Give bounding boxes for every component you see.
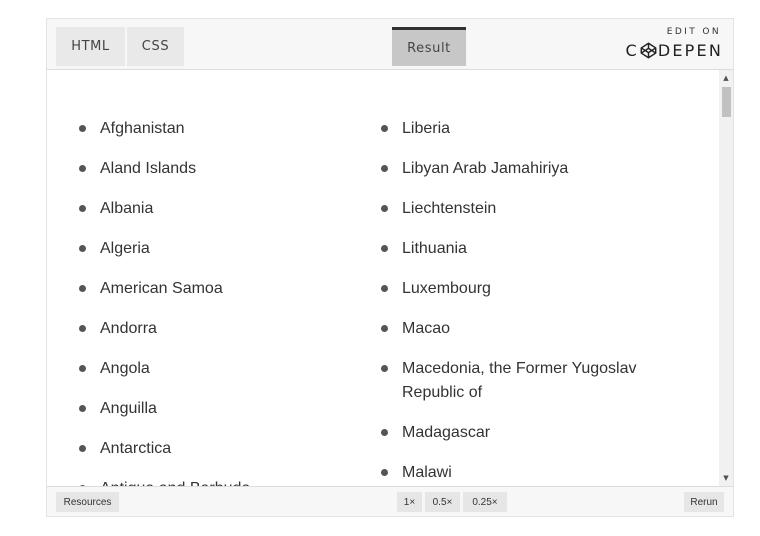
edit-on-label: EDIT ON: [666, 27, 721, 37]
country-name: Anguilla: [100, 400, 157, 417]
bullet-icon: [79, 165, 86, 172]
codepen-letters-depen: DEPEN: [657, 40, 723, 60]
country-name: Lithuania: [402, 240, 467, 257]
zoom-1x-button[interactable]: 1×: [397, 492, 422, 512]
codepen-logo-icon: [640, 42, 657, 59]
country-list-item: [378, 237, 648, 261]
country-name: Madagascar: [402, 424, 491, 441]
country-list-item: [76, 317, 346, 341]
country-name: Luxembourg: [402, 280, 491, 297]
vertical-scrollbar[interactable]: [719, 70, 733, 486]
bullet-icon: [381, 365, 388, 372]
country-list-item: [378, 157, 648, 181]
result-frame: [47, 70, 719, 486]
country-name: Afghanistan: [100, 120, 185, 137]
country-name: Andorra: [100, 320, 157, 337]
tab-css[interactable]: CSS: [127, 27, 184, 66]
tab-html[interactable]: HTML: [56, 27, 125, 66]
country-list-item: [76, 357, 346, 381]
country-name: Macao: [402, 320, 451, 337]
country-list-item: [76, 157, 346, 181]
resources-button[interactable]: Resources: [56, 492, 119, 512]
bullet-icon: [381, 125, 388, 132]
country-name: Liberia: [402, 120, 451, 137]
codepen-letter-c: C: [625, 40, 639, 60]
country-name: Albania: [100, 200, 154, 217]
country-list-item: [378, 421, 648, 445]
edit-on-codepen-link[interactable]: [613, 27, 723, 61]
codepen-embed: [46, 18, 734, 517]
country-list-item: [378, 317, 648, 341]
embed-footer: [47, 486, 733, 516]
country-list-item: [378, 197, 648, 221]
country-name: American Samoa: [100, 280, 223, 297]
bullet-icon: [79, 325, 86, 332]
scrollbar-thumb[interactable]: [722, 87, 731, 117]
country-list-item: [378, 277, 648, 301]
bullet-icon: [381, 205, 388, 212]
bullet-icon: [381, 165, 388, 172]
bullet-icon: [79, 365, 86, 372]
bullet-icon: [381, 245, 388, 252]
country-list-item: [378, 461, 648, 485]
country-name: Malawi: [402, 464, 452, 481]
bullet-icon: [79, 245, 86, 252]
country-name: Libyan Arab Jamahiriya: [402, 160, 569, 177]
country-list-item: [76, 197, 346, 221]
country-list-item: [76, 277, 346, 301]
zoom-05x-button[interactable]: 0.5×: [425, 492, 460, 512]
country-list-item: [378, 357, 648, 405]
zoom-025x-button[interactable]: 0.25×: [463, 492, 507, 512]
codepen-wordmark: [625, 41, 723, 59]
country-list-item: [378, 117, 648, 141]
embed-header: [47, 19, 733, 70]
country-list-item: [76, 437, 346, 461]
country-list-item: [76, 237, 346, 261]
scroll-up-icon[interactable]: ▲: [723, 74, 729, 82]
bullet-icon: [79, 405, 86, 412]
bullet-icon: [79, 125, 86, 132]
country-name: Liechtenstein: [402, 200, 497, 217]
bullet-icon: [79, 285, 86, 292]
rerun-button[interactable]: Rerun: [684, 492, 724, 512]
tab-result[interactable]: Result: [392, 27, 466, 66]
country-name: Antarctica: [100, 440, 172, 457]
country-list-item: [76, 397, 346, 421]
bullet-icon: [381, 469, 388, 476]
scroll-down-icon[interactable]: ▼: [723, 474, 729, 482]
bullet-icon: [79, 205, 86, 212]
bullet-icon: [381, 325, 388, 332]
country-name: Angola: [100, 360, 150, 377]
country-list-item: [76, 117, 346, 141]
bullet-icon: [381, 429, 388, 436]
country-name: Macedonia, the Former Yugoslav Republic of: [402, 360, 637, 401]
country-name: Aland Islands: [100, 160, 197, 177]
country-name: Algeria: [100, 240, 150, 257]
bullet-icon: [79, 445, 86, 452]
bullet-icon: [381, 285, 388, 292]
